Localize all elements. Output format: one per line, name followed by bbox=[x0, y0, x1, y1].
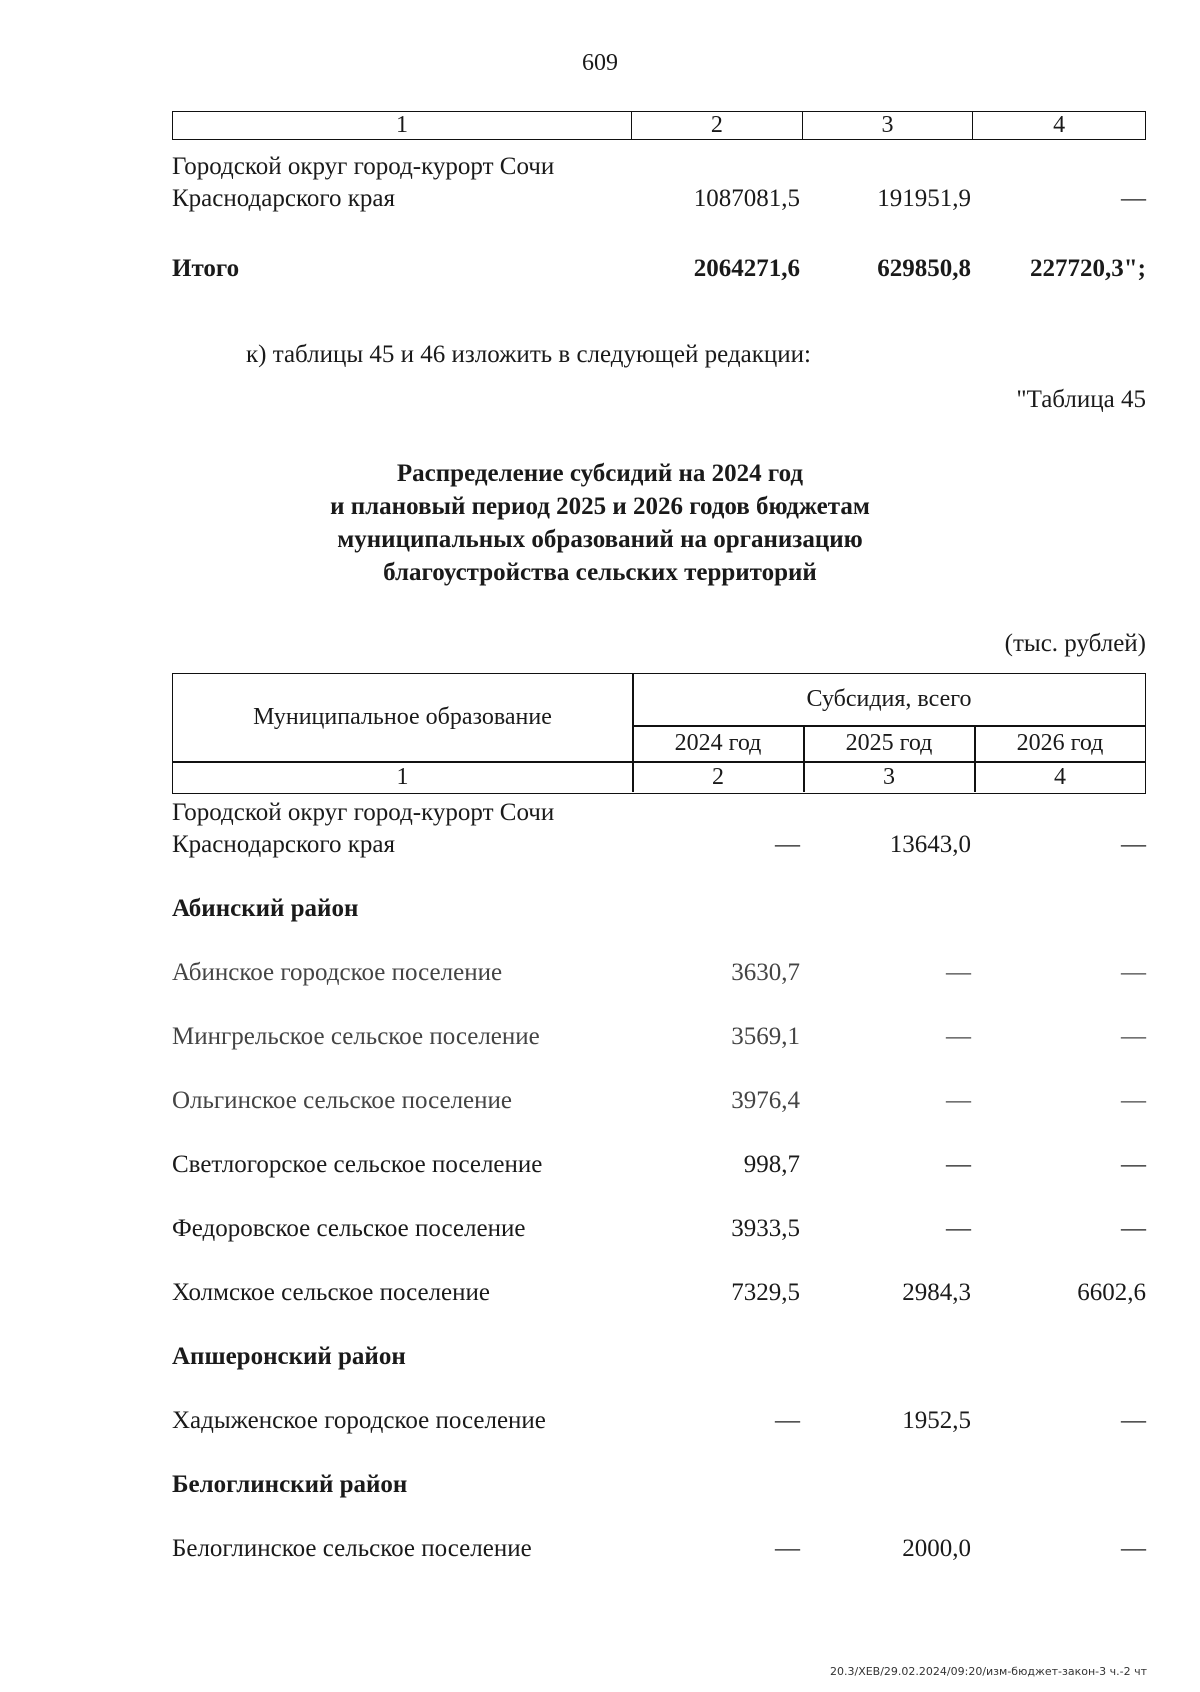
title-line-1: Распределение субсидий на 2024 год bbox=[396, 460, 804, 487]
table45-header bbox=[172, 673, 1146, 794]
settlement-value-2025: — bbox=[946, 1151, 971, 1178]
sochi-value-2025: 13643,0 bbox=[889, 831, 971, 858]
settlement-name: Ольгинское сельское поселение bbox=[172, 1087, 512, 1114]
column-number-2: 2 bbox=[632, 112, 803, 139]
district-title: Белоглинский район bbox=[172, 1471, 408, 1498]
settlement-name: Абинское городское поселение bbox=[172, 959, 503, 986]
table-label: "Таблица 45 bbox=[1016, 386, 1146, 413]
district-title: Абинский район bbox=[172, 895, 359, 922]
settlement-value-2024: — bbox=[775, 1535, 800, 1562]
title-line-3: муниципальных образований на организацию bbox=[337, 526, 863, 553]
settlement-value-2024: — bbox=[775, 1407, 800, 1434]
sochi-name-line2: Краснодарского края bbox=[172, 831, 395, 858]
total-value-2026: 227720,3"; bbox=[1030, 255, 1146, 282]
settlement-value-2026: — bbox=[1121, 1407, 1146, 1434]
top-row-name-line1: Городской округ город-курорт Сочи bbox=[172, 153, 555, 180]
header-number-1: 1 bbox=[396, 763, 409, 790]
column-number-3: 3 bbox=[803, 112, 974, 139]
top-row-value-2026: — bbox=[1121, 185, 1146, 212]
header-year-2024: 2024 год bbox=[674, 730, 762, 756]
header-number-3: 3 bbox=[883, 763, 895, 790]
settlement-name: Хадыженское городское поселение bbox=[172, 1407, 546, 1434]
settlement-value-2026: — bbox=[1121, 1535, 1146, 1562]
sochi-value-2026: — bbox=[1121, 831, 1146, 858]
total-value-2025: 629850,8 bbox=[877, 255, 971, 282]
title-line-4: благоустройства сельских территорий bbox=[383, 559, 817, 586]
instruction-text: к) таблицы 45 и 46 изложить в следующей редакции: bbox=[246, 341, 811, 368]
settlement-value-2026: — bbox=[1121, 1087, 1146, 1114]
settlement-value-2024: 998,7 bbox=[743, 1151, 800, 1178]
column-number-4: 4 bbox=[1053, 112, 1066, 138]
table-title bbox=[0, 457, 1200, 589]
top-table-header-row bbox=[172, 111, 1146, 140]
settlement-value-2025: — bbox=[946, 959, 971, 986]
settlement-name: Мингрельское сельское поселение bbox=[172, 1023, 540, 1050]
settlement-value-2025: 2000,0 bbox=[902, 1535, 971, 1562]
settlement-value-2026: — bbox=[1121, 1215, 1146, 1242]
header-number-4: 4 bbox=[1054, 763, 1066, 790]
settlement-name: Светлогорское сельское поселение bbox=[172, 1151, 543, 1178]
settlement-value-2026: 6602,6 bbox=[1077, 1279, 1146, 1306]
settlement-name: Федоровское сельское поселение bbox=[172, 1215, 526, 1242]
header-year-2025: 2025 год bbox=[845, 730, 933, 756]
settlement-value-2025: 2984,3 bbox=[902, 1279, 971, 1306]
total-value-2024: 2064271,6 bbox=[693, 255, 800, 282]
total-label: Итого bbox=[172, 255, 240, 282]
settlement-value-2025: — bbox=[946, 1023, 971, 1050]
settlement-name: Холмское сельское поселение bbox=[172, 1279, 490, 1306]
footer-stamp: 20.3/ХЕВ/29.02.2024/09:20/изм-бюджет-закон-3 ч.-2 чт bbox=[830, 1665, 1147, 1678]
top-row-value-2025: 191951,9 bbox=[877, 185, 971, 212]
header-number-2: 2 bbox=[712, 763, 724, 790]
header-year-2026: 2026 год bbox=[1016, 730, 1104, 756]
top-row-name-line2: Краснодарского края bbox=[172, 185, 395, 212]
settlement-value-2024: 3630,7 bbox=[731, 959, 800, 986]
settlement-value-2026: — bbox=[1121, 1151, 1146, 1178]
top-row-value-2024: 1087081,5 bbox=[693, 185, 800, 212]
header-municipality: Муниципальное образование bbox=[253, 704, 552, 730]
sochi-value-2024: — bbox=[775, 831, 800, 858]
district-title: Апшеронский район bbox=[172, 1343, 406, 1370]
settlement-value-2026: — bbox=[1121, 959, 1146, 986]
settlement-value-2025: 1952,5 bbox=[902, 1407, 971, 1434]
settlement-value-2024: 3569,1 bbox=[731, 1023, 800, 1050]
settlement-value-2024: 7329,5 bbox=[731, 1279, 800, 1306]
settlement-value-2024: 3976,4 bbox=[731, 1087, 800, 1114]
sochi-name-line1: Городской округ город-курорт Сочи bbox=[172, 799, 555, 826]
settlement-value-2026: — bbox=[1121, 1023, 1146, 1050]
column-number-1: 1 bbox=[173, 112, 632, 139]
header-subsidy-total: Субсидия, всего bbox=[806, 686, 972, 712]
settlement-value-2024: 3933,5 bbox=[731, 1215, 800, 1242]
page-number: 609 bbox=[582, 50, 618, 76]
title-line-2: и плановый период 2025 и 2026 годов бюджетам bbox=[330, 493, 870, 520]
settlement-name: Белоглинское сельское поселение bbox=[172, 1535, 532, 1562]
settlement-value-2025: — bbox=[946, 1087, 971, 1114]
settlement-value-2025: — bbox=[946, 1215, 971, 1242]
units-label: (тыс. рублей) bbox=[1004, 630, 1146, 657]
